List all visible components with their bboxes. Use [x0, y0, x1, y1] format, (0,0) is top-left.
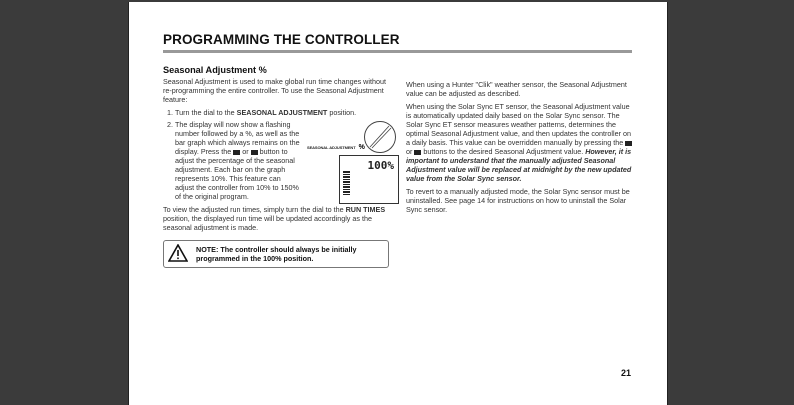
- bar: [343, 186, 350, 188]
- p2-text: When using the Solar Sync ET sensor, the Seasonal Adjustment value is automatically updated daily based on the Solar Sync sensor. The Solar Sync ET sensor measures weather patterns, determines the optimal Seasonal Adjustment value, and then updates the controller on a daily basis. This value can be overridden manually by pressing the: [406, 102, 631, 147]
- bar: [343, 191, 350, 193]
- warning-icon: [168, 244, 188, 262]
- display-label: SEASONAL ADJUSTMENT: [307, 145, 356, 150]
- page-title: PROGRAMMING THE CONTROLLER: [163, 32, 400, 47]
- lcd-value: 100%: [367, 159, 394, 172]
- right-column: [406, 80, 634, 218]
- p2-or: or: [406, 147, 415, 156]
- bar-graph: [343, 171, 350, 196]
- lcd-display: [339, 155, 399, 204]
- view-post: position, the displayed run time will be updated accordingly as the seasonal adjustment is made.: [163, 214, 372, 232]
- intro-text: Seasonal Adjustment is used to make global run time changes without re-programming the entire controller. To use the Seasonal Adjustment feature:: [163, 77, 386, 104]
- display-percent-sign: %: [358, 144, 365, 151]
- revert-paragraph: To revert to a manually adjusted mode, the Solar Sync sensor must be uninstalled. See page 14 for instructions on how to uninstall the Solar Sync sensor.: [406, 187, 630, 214]
- minus-button-icon: [251, 150, 258, 155]
- bar: [343, 176, 350, 178]
- step1-bold: SEASONAL ADJUSTMENT: [236, 108, 328, 117]
- step2-text-b: button to adjust the percentage of the seasonal adjustment. Each bar on the graph represents 10%. This feature can adjust the controller from 10% to 150% of the original program.: [175, 147, 299, 201]
- bar: [343, 174, 350, 176]
- bar: [343, 194, 350, 196]
- view-pre: To view the adjusted run times, simply turn the dial to the: [163, 205, 346, 214]
- title-rule: [163, 50, 632, 53]
- bar: [343, 181, 350, 183]
- p2-bold-warning: However, it is important to understand that the manually adjusted Seasonal Adjustment value will be replaced at midnight by the new updated value from the Solar Sync sensor.: [406, 147, 632, 183]
- step2-or: or: [240, 147, 251, 156]
- step-1: [175, 108, 395, 117]
- section-heading: Seasonal Adjustment %: [163, 65, 267, 75]
- plus-button-icon: [625, 141, 632, 146]
- bar: [343, 179, 350, 181]
- controller-display-diagram: [307, 120, 399, 206]
- bar: [343, 189, 350, 191]
- step1-post: position.: [327, 108, 357, 117]
- document-page: [128, 2, 668, 405]
- display-label-row: [307, 144, 365, 151]
- step1-text: Turn the dial to the: [175, 108, 237, 117]
- p2-text-b: buttons to the desired Seasonal Adjustment value.: [421, 147, 586, 156]
- note-text: NOTE: The controller should always be initially programmed in the 100% position.: [196, 245, 357, 263]
- page-number: 21: [621, 368, 632, 378]
- bar: [343, 171, 350, 173]
- step-2: [175, 120, 301, 201]
- bar: [343, 184, 350, 186]
- note-box: [163, 240, 389, 268]
- run-times-text: [163, 205, 395, 232]
- view-bold: RUN TIMES: [345, 205, 386, 214]
- solar-sync-paragraph: [406, 102, 634, 183]
- step2-text: The display will now show a flashing number followed by a %, as well as the bar graph which always remains on the display. Press the: [175, 120, 300, 156]
- dial-icon: [363, 120, 397, 154]
- clik-paragraph: When using a Hunter "Clik" weather sensor, the Seasonal Adjustment value can be adjusted as described.: [406, 80, 627, 98]
